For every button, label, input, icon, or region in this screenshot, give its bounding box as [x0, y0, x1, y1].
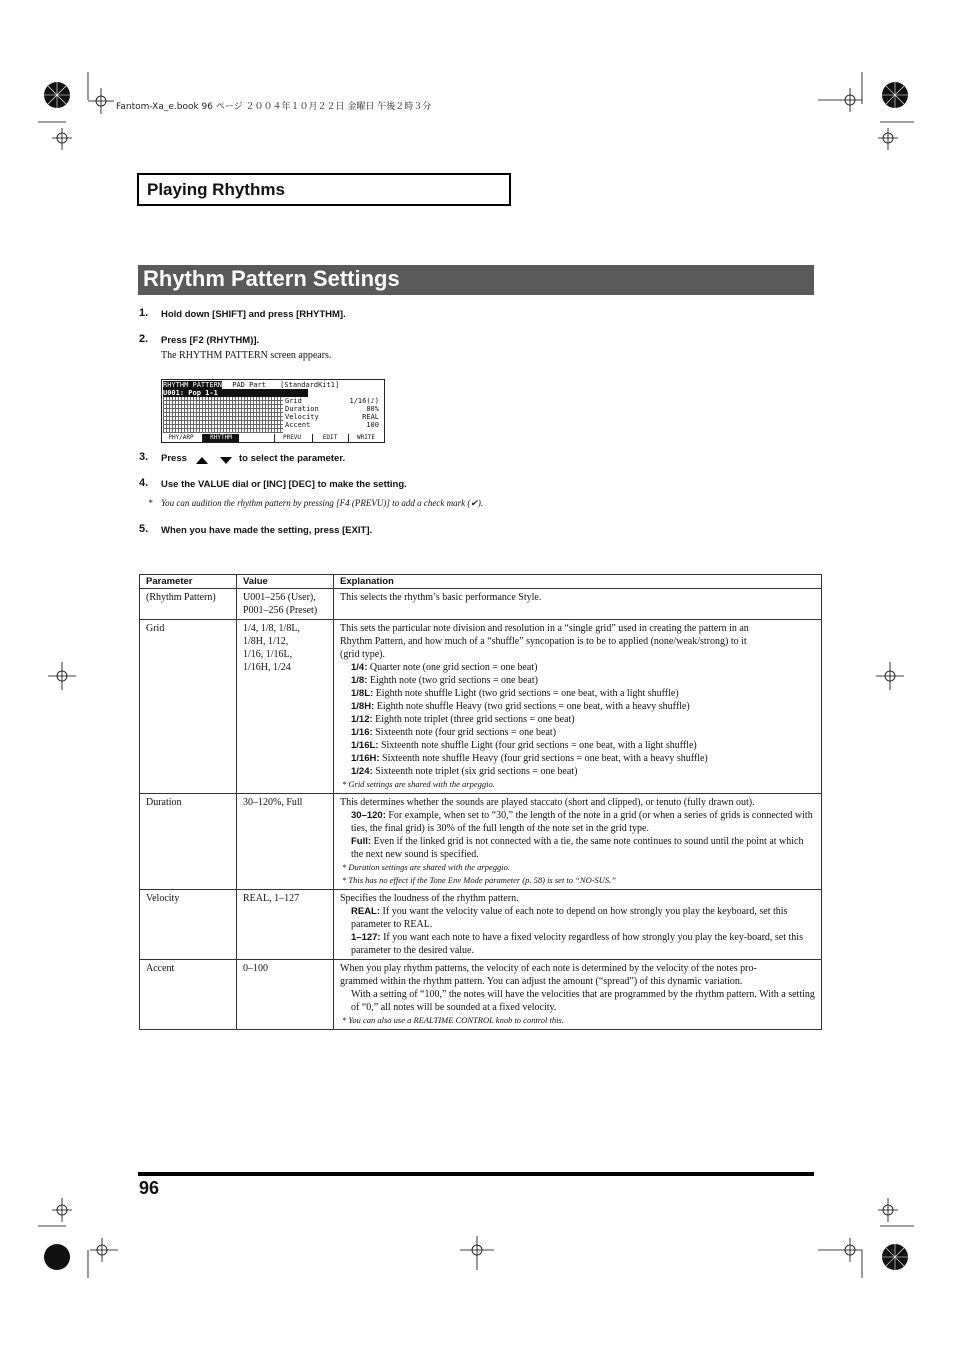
step-text: to select the parameter.: [239, 453, 346, 464]
note-asterisk: *: [148, 498, 153, 508]
step-text: Press: [161, 453, 187, 464]
explanation-cell: [334, 589, 822, 620]
section-title-bar: [138, 265, 814, 295]
option-item: [340, 726, 815, 739]
value-line: 1/8H, 1/12,: [243, 636, 289, 647]
lcd-fkey-rhythm: RHYTHM: [202, 434, 239, 442]
explanation-cell: [334, 890, 822, 960]
table-note: [340, 874, 815, 887]
lcd-param-duration: Duration 80%: [285, 405, 379, 413]
lcd-pattern-grid: [163, 397, 283, 433]
option-item: [340, 835, 815, 861]
value-line: 0–100: [243, 963, 268, 974]
lcd-param-velocity: Velocity REAL: [285, 413, 379, 421]
step-text: Use the VALUE dial or [INC] [DEC] to make the setting.: [161, 479, 407, 490]
note-text: You can also use a REALTIME CONTROL knob to control this.: [348, 1015, 564, 1025]
crosshair-mark-left-middle: [48, 662, 76, 690]
option-label: 1/16L:: [351, 740, 379, 751]
option-label: 30–120:: [351, 810, 386, 821]
option-item: [340, 739, 815, 752]
option-label: 1/16H:: [351, 753, 380, 764]
chapter-title: Playing Rhythms: [147, 180, 285, 199]
option-label: 1/8L:: [351, 688, 374, 699]
option-text: If you want the velocity value of each note to depend on how strongly you play the keyboard, set this parameter to REAL.: [351, 906, 788, 930]
option-label: 1/12:: [351, 714, 373, 725]
step-text: Press [F2 (RHYTHM)].: [161, 335, 260, 346]
option-text: Quarter note (one grid section = one beat): [369, 662, 538, 673]
registration-mark-bottom-left: [38, 1198, 118, 1278]
up-triangle-icon: [195, 456, 209, 465]
option-text: If you want each note to have a fixed velocity regardless of how strongly you play the key-board, set this parameter to the desired value.: [351, 932, 803, 956]
table-note: [340, 1014, 815, 1027]
param-value-cell: [237, 620, 334, 794]
param-name-cell: Velocity: [140, 890, 237, 960]
registration-mark-bottom-right: [818, 1198, 914, 1278]
table-note: [340, 778, 815, 791]
explanation-cell: [334, 620, 822, 794]
lcd-fkey-write: WRITE: [348, 434, 383, 442]
option-label: 1–127:: [351, 932, 381, 943]
option-text: Even if the linked grid is not connected with a tie, the same note continues to sound until the point at which the next new sound is specified.: [351, 836, 804, 860]
option-item: [340, 713, 815, 726]
option-item: [340, 931, 815, 957]
page-number: 96: [139, 1178, 160, 1198]
crosshair-mark-right-middle: [876, 662, 904, 690]
option-item: [340, 905, 815, 931]
value-line: 1/4, 1/8, 1/8L,: [243, 623, 300, 634]
file-header: Fantom-Xa_e.book 96 ページ ２００４年１０月２２日 金曜日 午後２時３分: [116, 102, 432, 112]
explanation-line: Rhythm Pattern, and how much of a “shuffle” syncopation is to be to applied (none/weak/strong) to it: [340, 636, 747, 647]
table-note: [340, 861, 815, 874]
param-name-cell: (Rhythm Pattern): [140, 589, 237, 620]
step-number: 1.: [139, 307, 149, 319]
option-label: Full:: [351, 836, 372, 847]
down-triangle-icon: [219, 456, 233, 465]
table-row: [140, 960, 822, 1030]
note-text: This has no effect if the Tone Env Mode parameter (p. 58) is set to “NO-SUS.”: [348, 875, 617, 885]
option-item: [340, 661, 815, 674]
step-number: 5.: [139, 523, 149, 535]
note-asterisk: *: [342, 779, 349, 789]
option-text: For example, when set to “30,” the length of the note in a grid (or when a series of grids is connected with ties, the final grid) is 30% of the full length of the note set in the grid type.: [351, 810, 813, 834]
param-name-cell: Grid: [140, 620, 237, 794]
column-header-explanation: Explanation: [334, 575, 822, 589]
option-text: Sixteenth note (four grid sections = one beat): [375, 727, 557, 738]
param-name-cell: Duration: [140, 794, 237, 890]
step-text: When you have made the setting, press [EXIT].: [161, 525, 373, 536]
step-note: You can audition the rhythm pattern by pressing [F4 (PREVU)] to add a check mark (✔).: [161, 498, 484, 508]
column-header-value: Value: [237, 575, 334, 589]
step-number: 4.: [139, 477, 149, 489]
section-title: Rhythm Pattern Settings: [143, 266, 400, 291]
explanation-line: Specifies the loudness of the rhythm pattern.: [340, 893, 519, 904]
parameter-table: [139, 574, 822, 1030]
lcd-fkey-phy-arp: PHY/ARP: [168, 434, 194, 441]
option-label: 1/16:: [351, 727, 373, 738]
param-name-cell: Accent: [140, 960, 237, 1030]
lcd-kit-name: [StandardKit1]: [280, 381, 340, 389]
rhythm-pattern-lcd-screen: [161, 379, 385, 443]
param-value-cell: [237, 960, 334, 1030]
chapter-title-box: [137, 173, 511, 206]
crosshair-mark-top: [88, 88, 114, 114]
crosshair-mark-bottom-center: [460, 1236, 494, 1270]
value-line: P001–256 (Preset): [243, 605, 318, 616]
option-item: [340, 765, 815, 778]
explanation-line: This sets the particular note division and resolution in a “single grid” used in creating the pattern in an: [340, 623, 749, 634]
value-line: 1/16, 1/16L,: [243, 649, 293, 660]
explanation-cell: [334, 794, 822, 890]
option-label: 1/4:: [351, 662, 368, 673]
step-text: Hold down [SHIFT] and press [RHYTHM].: [161, 309, 346, 320]
option-text: Sixteenth note triplet (six grid sections = one beat): [375, 766, 578, 777]
lcd-fkey-edit: EDIT: [312, 434, 347, 442]
note-text: Duration settings are shared with the arpeggio.: [348, 862, 510, 872]
value-line: 1/16H, 1/24: [243, 662, 291, 673]
table-header-row: [140, 575, 822, 589]
note-asterisk: *: [342, 1015, 349, 1025]
note-asterisk: *: [342, 875, 349, 885]
lcd-param-accent: Accent 100: [285, 421, 379, 429]
param-value-cell: [237, 794, 334, 890]
option-label: 1/24:: [351, 766, 373, 777]
registration-mark-top-right: [818, 72, 914, 152]
explanation-line: (grid type).: [340, 649, 385, 660]
note-text: Grid settings are shared with the arpeggio.: [348, 779, 495, 789]
value-line: REAL, 1–127: [243, 893, 300, 904]
value-line: 30–120%, Full: [243, 797, 303, 808]
option-text: Eighth note shuffle Heavy (two grid sections = one beat, with a heavy shuffle): [376, 701, 690, 712]
note-asterisk: *: [342, 862, 349, 872]
param-value-cell: [237, 589, 334, 620]
option-item: [340, 752, 815, 765]
lcd-fkey-prevu: PREVU: [274, 434, 309, 442]
bottom-rule: [138, 1172, 814, 1176]
lcd-param-grid: Grid 1/16(♪): [285, 397, 379, 405]
explanation-line: grammed within the rhythm pattern. You can adjust the amount (“spread”) of this dynamic variation.: [340, 976, 743, 987]
explanation-line: This selects the rhythm’s basic performance Style.: [340, 592, 542, 603]
option-item: [340, 988, 815, 1014]
step-number: 3.: [139, 451, 149, 463]
explanation-line: When you play rhythm patterns, the velocity of each note is determined by the velocity of the notes pro-: [340, 963, 757, 974]
param-value-cell: [237, 890, 334, 960]
option-item: [340, 809, 815, 835]
explanation-line: This determines whether the sounds are played staccato (short and clipped), or tenuto (fully drawn out).: [340, 797, 755, 808]
value-line: U001–256 (User),: [243, 592, 316, 603]
option-label: 1/8H:: [351, 701, 375, 712]
table-row: [140, 794, 822, 890]
table-row: [140, 890, 822, 960]
option-item: [340, 674, 815, 687]
column-header-parameter: Parameter: [140, 575, 237, 589]
lcd-screen-title: RHYTHM PATTERN: [163, 381, 223, 389]
step-subtext: The RHYTHM PATTERN screen appears.: [161, 350, 332, 361]
option-text: Eighth note (two grid sections = one beat): [369, 675, 538, 686]
lcd-pattern-name: U001: Pop 1-1: [163, 389, 308, 397]
option-text: Sixteenth note shuffle Heavy (four grid sections = one beat, with a heavy shuffle): [382, 753, 708, 764]
option-item: [340, 687, 815, 700]
option-item: [340, 700, 815, 713]
explanation-cell: [334, 960, 822, 1030]
table-row: [140, 589, 822, 620]
lcd-function-keys: [162, 434, 384, 442]
step-number: 2.: [139, 333, 149, 345]
option-text: Eighth note triplet (three grid sections = one beat): [375, 714, 575, 725]
table-row: [140, 620, 822, 794]
option-text: With a setting of “100,” the notes will have the velocities that are programmed by the rhythm pattern. With a setting of “0,” all notes will be sounded at a fixed velocity.: [351, 989, 815, 1013]
option-label: 1/8:: [351, 675, 368, 686]
option-text: Eighth note shuffle Light (two grid sections = one beat, with a light shuffle): [375, 688, 679, 699]
option-text: Sixteenth note shuffle Light (four grid sections = one beat, with a light shuffle): [380, 740, 697, 751]
lcd-part-label: PAD Part: [232, 381, 266, 389]
option-label: REAL:: [351, 906, 381, 917]
